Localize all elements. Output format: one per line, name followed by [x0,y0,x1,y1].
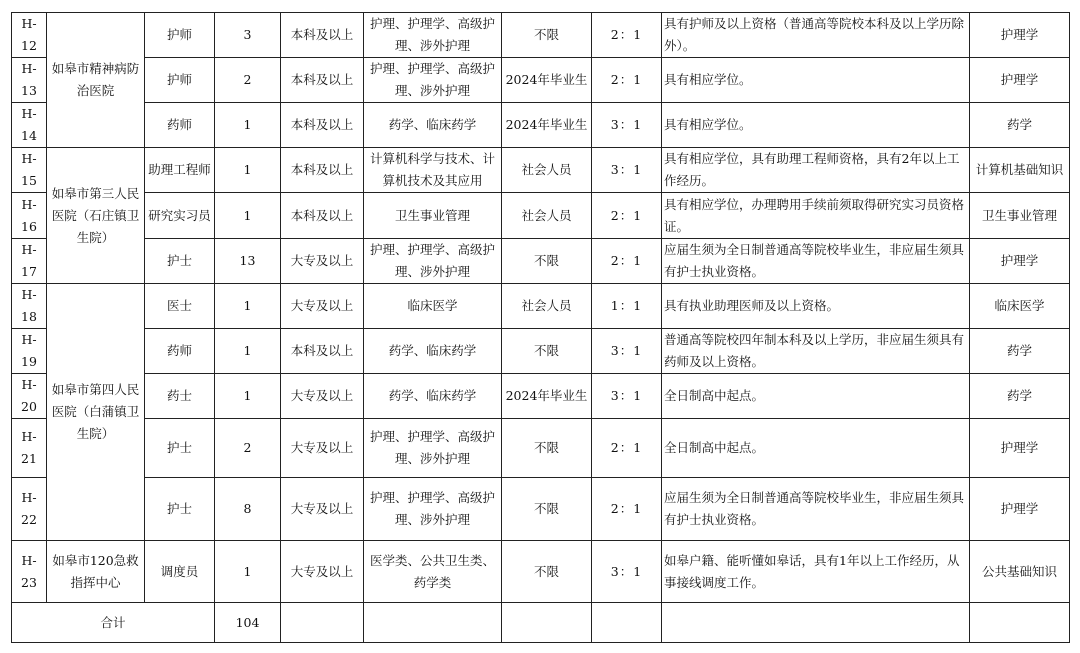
post-code-cell: H-22 [12,478,47,541]
major-cell: 计算机科学与技术、计算机技术及其应用 [364,148,502,193]
post-code-cell: H-16 [12,193,47,239]
education-cell: 本科及以上 [281,193,364,239]
target-cell: 2024年毕业生 [502,374,592,419]
empty-cell [592,603,662,643]
exam-subject-cell: 药学 [970,103,1070,148]
exam-subject-cell: 护理学 [970,58,1070,103]
post-name-cell: 药士 [145,374,215,419]
major-cell: 药学、临床药学 [364,103,502,148]
total-row [12,603,1070,643]
ratio-cell: 2：1 [592,478,662,541]
exam-subject-cell: 计算机基础知识 [970,148,1070,193]
exam-subject-cell: 药学 [970,329,1070,374]
major-cell: 护理、护理学、高级护理、涉外护理 [364,419,502,478]
exam-subject-cell: 护理学 [970,13,1070,58]
ratio-cell: 3：1 [592,103,662,148]
education-cell: 本科及以上 [281,148,364,193]
ratio-cell: 2：1 [592,419,662,478]
count-cell: 1 [215,374,281,419]
major-cell: 护理、护理学、高级护理、涉外护理 [364,13,502,58]
count-cell: 8 [215,478,281,541]
recruitment-table [11,12,1070,643]
exam-subject-cell: 药学 [970,374,1070,419]
post-name-cell: 药师 [145,103,215,148]
target-cell: 社会人员 [502,193,592,239]
post-code-cell: H-12 [12,13,47,58]
target-cell: 不限 [502,329,592,374]
post-name-cell: 药师 [145,329,215,374]
empty-cell [970,603,1070,643]
post-name-cell: 调度员 [145,541,215,603]
education-cell: 大专及以上 [281,374,364,419]
requirement-cell: 具有相应学位，具有助理工程师资格，具有2年以上工作经历。 [662,148,970,193]
count-cell: 3 [215,13,281,58]
major-cell: 药学、临床药学 [364,374,502,419]
major-cell: 护理、护理学、高级护理、涉外护理 [364,58,502,103]
ratio-cell: 1：1 [592,284,662,329]
post-code-cell: H-14 [12,103,47,148]
education-cell: 大专及以上 [281,239,364,284]
post-code-cell: H-17 [12,239,47,284]
post-code-cell: H-18 [12,284,47,329]
education-cell: 本科及以上 [281,13,364,58]
empty-cell [364,603,502,643]
post-name-cell: 护士 [145,239,215,284]
education-cell: 大专及以上 [281,284,364,329]
post-code-cell: H-21 [12,419,47,478]
exam-subject-cell: 护理学 [970,419,1070,478]
target-cell: 不限 [502,478,592,541]
table-row [12,478,1070,541]
ratio-cell: 2：1 [592,239,662,284]
ratio-cell: 2：1 [592,58,662,103]
post-name-cell: 护士 [145,419,215,478]
ratio-cell: 2：1 [592,193,662,239]
target-cell: 2024年毕业生 [502,103,592,148]
unit-name-cell: 如皋市第三人民医院（石庄镇卫生院） [47,148,145,284]
requirement-cell: 全日制高中起点。 [662,374,970,419]
post-code-cell: H-23 [12,541,47,603]
target-cell: 社会人员 [502,148,592,193]
post-name-cell: 医士 [145,284,215,329]
requirement-cell: 应届生须为全日制普通高等院校毕业生，非应届生须具有护士执业资格。 [662,478,970,541]
post-name-cell: 助理工程师 [145,148,215,193]
major-cell: 护理、护理学、高级护理、涉外护理 [364,478,502,541]
table-row [12,374,1070,419]
unit-name-cell: 如皋市精神病防治医院 [47,13,145,148]
requirement-cell: 全日制高中起点。 [662,419,970,478]
ratio-cell: 3：1 [592,374,662,419]
post-code-cell: H-20 [12,374,47,419]
ratio-cell: 3：1 [592,541,662,603]
count-cell: 1 [215,541,281,603]
target-cell: 不限 [502,419,592,478]
count-cell: 1 [215,329,281,374]
major-cell: 药学、临床药学 [364,329,502,374]
post-name-cell: 护师 [145,13,215,58]
table-row [12,103,1070,148]
table-row [12,284,1070,329]
count-cell: 2 [215,58,281,103]
ratio-cell: 3：1 [592,148,662,193]
requirement-cell: 具有执业助理医师及以上资格。 [662,284,970,329]
table-row [12,239,1070,284]
table-row [12,58,1070,103]
table-row [12,13,1070,58]
count-cell: 1 [215,148,281,193]
requirement-cell: 具有相应学位。 [662,103,970,148]
exam-subject-cell: 临床医学 [970,284,1070,329]
target-cell: 不限 [502,541,592,603]
major-cell: 护理、护理学、高级护理、涉外护理 [364,239,502,284]
education-cell: 本科及以上 [281,103,364,148]
target-cell: 2024年毕业生 [502,58,592,103]
post-code-cell: H-19 [12,329,47,374]
post-name-cell: 护师 [145,58,215,103]
total-label-cell: 合计 [12,603,215,643]
education-cell: 本科及以上 [281,58,364,103]
target-cell: 不限 [502,13,592,58]
target-cell: 社会人员 [502,284,592,329]
post-name-cell: 研究实习员 [145,193,215,239]
count-cell: 1 [215,103,281,148]
count-cell: 1 [215,284,281,329]
post-code-cell: H-15 [12,148,47,193]
exam-subject-cell: 护理学 [970,239,1070,284]
education-cell: 大专及以上 [281,541,364,603]
exam-subject-cell: 护理学 [970,478,1070,541]
count-cell: 13 [215,239,281,284]
table-row [12,193,1070,239]
table-row [12,329,1070,374]
target-cell: 不限 [502,239,592,284]
education-cell: 本科及以上 [281,329,364,374]
major-cell: 临床医学 [364,284,502,329]
unit-name-cell: 如皋市120急救指挥中心 [47,541,145,603]
requirement-cell: 应届生须为全日制普通高等院校毕业生，非应届生须具有护士执业资格。 [662,239,970,284]
empty-cell [662,603,970,643]
total-value-cell: 104 [215,603,281,643]
requirement-cell: 具有相应学位。 [662,58,970,103]
count-cell: 2 [215,419,281,478]
major-cell: 卫生事业管理 [364,193,502,239]
empty-cell [281,603,364,643]
post-code-cell: H-13 [12,58,47,103]
exam-subject-cell: 卫生事业管理 [970,193,1070,239]
table-row [12,148,1070,193]
requirement-cell: 具有相应学位，办理聘用手续前须取得研究实习员资格证。 [662,193,970,239]
ratio-cell: 3：1 [592,329,662,374]
exam-subject-cell: 公共基础知识 [970,541,1070,603]
post-name-cell: 护士 [145,478,215,541]
requirement-cell: 具有护师及以上资格（普通高等院校本科及以上学历除外）。 [662,13,970,58]
empty-cell [502,603,592,643]
ratio-cell: 2：1 [592,13,662,58]
table-row [12,541,1070,603]
count-cell: 1 [215,193,281,239]
requirement-cell: 如皋户籍、能听懂如皋话，具有1年以上工作经历，从事接线调度工作。 [662,541,970,603]
table-row [12,419,1070,478]
unit-name-cell: 如皋市第四人民医院（白蒲镇卫生院） [47,284,145,541]
education-cell: 大专及以上 [281,419,364,478]
major-cell: 医学类、公共卫生类、药学类 [364,541,502,603]
requirement-cell: 普通高等院校四年制本科及以上学历，非应届生须具有药师及以上资格。 [662,329,970,374]
education-cell: 大专及以上 [281,478,364,541]
